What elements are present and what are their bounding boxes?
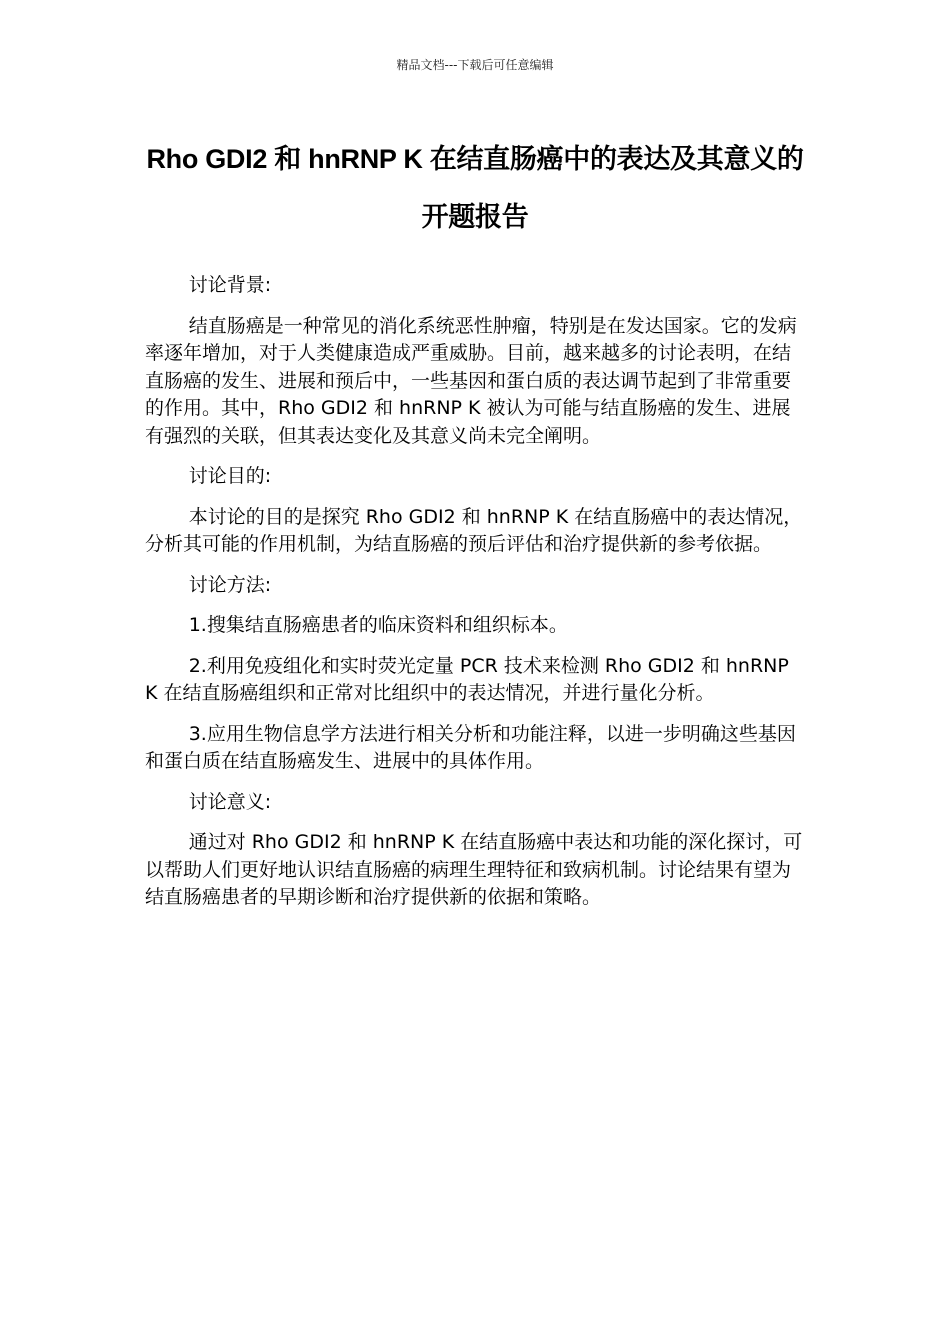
- section-heading-methods: 讨论方法:: [188, 573, 272, 596]
- document-title: Rho GDI2 和 hnRNP K 在结直肠癌中的表达及其意义的开题报告: [146, 144, 804, 232]
- paragraph-significance: 通过对 Rho GDI2 和 hnRNP K 在结直肠癌中表达和功能的深化探讨，可以帮助人们更好地认识结直肠癌的病理生理特征和致病机制。讨论结果有望为结直肠癌患者的早期诊断和治疗提供新的依据和策略。: [145, 831, 803, 908]
- section-heading-purpose: 讨论目的:: [188, 465, 272, 487]
- document-body: [145, 272, 803, 925]
- paragraph-background: 结直肠癌是一种常见的消化系统恶性肿瘤，特别是在发达国家。它的发病率逐年增加，对于人类健康造成严重威胁。目前，越来越多的讨论表明，在结直肠癌的发生、进展和预后中，一些基因和蛋白质的表达调节起到了非常重要的作用。其中，Rho GDI2 和 hnRNP K 被认为可能与结直肠癌的发生、进展有强烈的关联，但其表达变化及其意义尚未完全阐明。: [145, 314, 797, 447]
- page-header: 精品文档---下载后可任意编辑: [396, 58, 554, 72]
- paragraph-purpose: 本讨论的目的是探究 Rho GDI2 和 hnRNP K 在结直肠癌中的表达情况，分析其可能的作用机制，为结直肠癌的预后评估和治疗提供新的参考依据。: [145, 505, 803, 555]
- section-heading-significance: 讨论意义:: [188, 790, 272, 813]
- method-item-2: 2.利用免疫组化和实时荧光定量 PCR 技术来检测 Rho GDI2 和 hnRNP K 在结直肠癌组织和正常对比组织中的表达情况，并进行量化分析。: [145, 654, 789, 704]
- method-item-3: 3.应用生物信息学方法进行相关分析和功能注释，以进一步明确这些基因和蛋白质在结直肠癌发生、进展中的具体作用。: [145, 722, 796, 772]
- method-item-1: 1.搜集结直肠癌患者的临床资料和组织标本。: [188, 614, 568, 636]
- section-heading-background: 讨论背景:: [188, 274, 272, 296]
